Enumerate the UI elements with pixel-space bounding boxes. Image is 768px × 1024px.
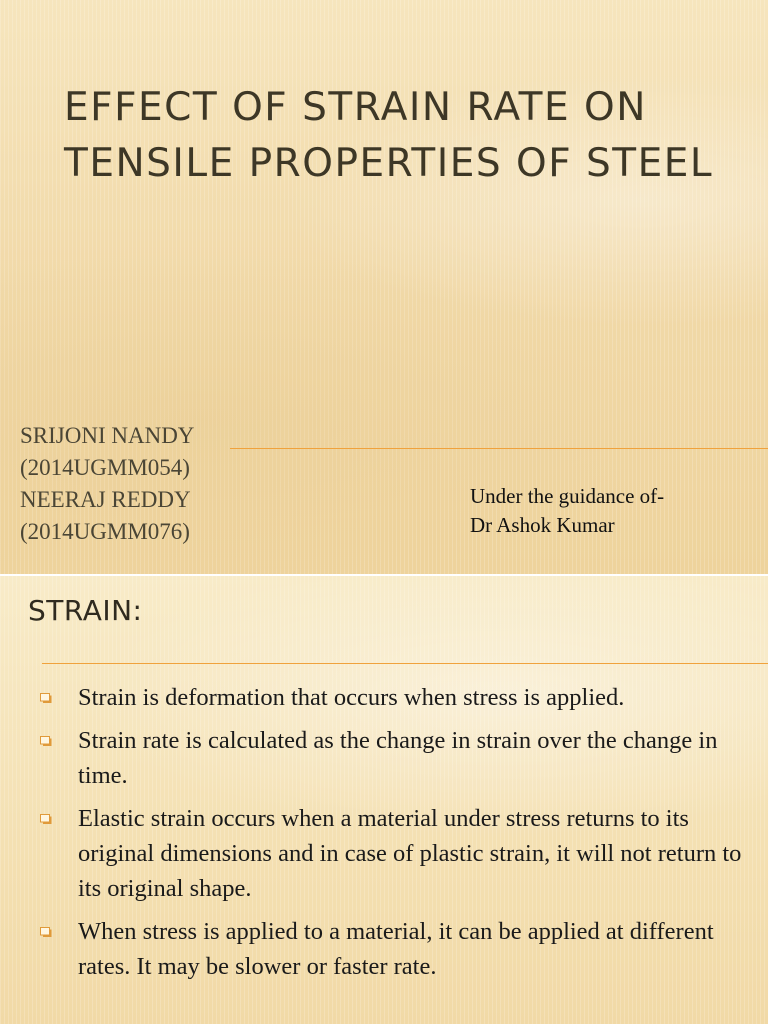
presentation-title <box>64 80 754 192</box>
guidance-label: Under the guidance of- <box>470 484 665 508</box>
author-1-id: (2014UGMM054) <box>20 455 190 480</box>
list-item <box>36 723 761 793</box>
author-2-id: (2014UGMM076) <box>20 519 190 544</box>
author-1-name: SRIJONI NANDY <box>20 423 195 448</box>
strain-slide <box>0 576 768 1024</box>
bullet-text: When stress is applied to a material, it can be applied at different rates. It may be slower or faster rate. <box>78 918 714 980</box>
bullet-list <box>36 680 761 992</box>
heading-divider <box>42 663 768 664</box>
title-line-1: EFFECT OF STRAIN RATE ON <box>64 85 647 130</box>
bullet-text: Elastic strain occurs when a material under stress returns to its original dimensions and in case of plastic strain, it will not return to its original shape. <box>78 805 742 902</box>
hollow-square-bullet-icon <box>40 693 52 703</box>
bullet-text: Strain is deformation that occurs when stress is applied. <box>78 684 625 711</box>
list-item <box>36 914 761 984</box>
title-line-2: TENSILE PROPERTIES OF STEEL <box>64 141 714 186</box>
slide-heading: STRAIN: <box>28 594 143 627</box>
title-slide-divider <box>230 448 768 449</box>
list-item <box>36 801 761 906</box>
guidance-block <box>470 482 664 540</box>
author-2-name: NEERAJ REDDY <box>20 487 191 512</box>
authors-block <box>20 420 194 548</box>
bullet-text: Strain rate is calculated as the change in strain over the change in time. <box>78 727 718 789</box>
list-item <box>36 680 761 715</box>
hollow-square-bullet-icon <box>40 927 52 937</box>
guide-name: Dr Ashok Kumar <box>470 513 615 537</box>
hollow-square-bullet-icon <box>40 814 52 824</box>
hollow-square-bullet-icon <box>40 736 52 746</box>
